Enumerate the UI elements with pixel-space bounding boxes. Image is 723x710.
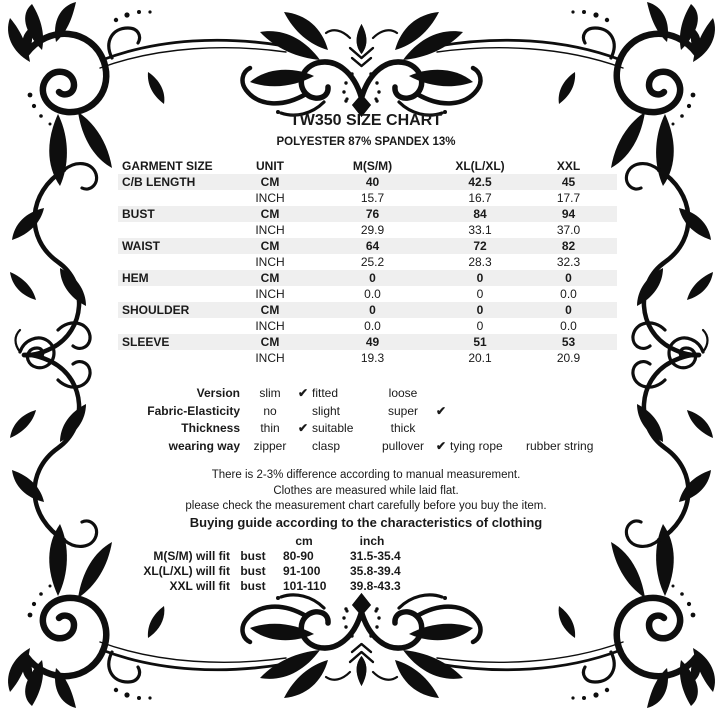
body-part: bust [240,549,266,563]
buying-guide-row [90,579,412,594]
value-xl: 28.3 [468,255,492,269]
value-xxl: 0 [565,271,572,285]
value-msm: 29.9 [360,223,385,237]
buying-guide-row [90,564,412,579]
attribute-option: suitable [312,421,354,435]
measurement-label: HEM [122,271,149,285]
col-header-garment-size: GARMENT SIZE [122,158,213,173]
value-msm: 64 [365,239,380,253]
value-msm: 19.3 [360,351,385,365]
col-header-msm: M(S/M) [352,158,393,173]
value-xxl: 0.0 [560,287,577,301]
buying-guide-rows [90,549,412,594]
unit-cell: CM [260,271,280,285]
unit-cell: INCH [255,255,285,269]
measurement-label: C/B LENGTH [122,175,196,189]
unit-cell: INCH [255,191,285,205]
note-line: please check the measurement chart carefully before you buy the item. [185,500,547,512]
value-xl: 84 [473,207,487,221]
size-table-row [118,238,617,254]
page-title: TW350 SIZE CHART [289,112,442,129]
value-xxl: 0 [565,303,572,317]
attribute-option: zipper [253,438,287,453]
size-table-header-row [118,157,617,174]
fit-label: XXL will fit [169,579,230,593]
fit-label: M(S/M) will fit [153,549,230,563]
cm-range: 80-90 [283,549,314,563]
check-icon: ✔ [297,421,309,435]
measurement-label [118,190,235,206]
value-xl: 0 [476,287,484,301]
unit-cell: CM [260,239,280,253]
attribute-option: pullover [381,438,425,453]
size-table-row [118,350,617,366]
buying-guide-table [90,534,412,594]
note-line: Clothes are measured while laid flat. [273,484,459,497]
size-table-row [118,318,617,334]
unit-cell: INCH [255,223,285,237]
buying-guide-header-row [90,534,412,549]
value-xl: 16.7 [468,191,492,205]
size-table-row [118,174,617,190]
fit-label: XL(L/XL) will fit [143,564,230,578]
measurement-label [118,286,235,302]
attribute-option: fitted [312,386,339,400]
measurement-label [118,222,235,238]
measurement-label: BUST [122,207,155,221]
unit-cell: CM [260,303,280,317]
value-msm: 0.0 [364,319,381,333]
note-line: There is 2-3% difference according to manual measurement. [211,469,521,481]
spacer [230,534,276,549]
attributes-section [100,385,593,455]
value-msm: 25.2 [360,255,385,269]
unit-cell: CM [260,175,280,189]
measurement-label: SLEEVE [122,335,170,349]
value-msm: 40 [365,175,380,189]
measurement-notes [9,468,723,515]
attribute-option: slight [312,403,341,418]
unit-cell: INCH [255,351,285,365]
value-msm: 0.0 [364,287,381,301]
value-xxl: 17.7 [556,191,581,205]
body-part: bust [240,564,266,578]
check-icon: ✔ [435,438,447,453]
attribute-option: slim [259,386,281,400]
unit-cell: CM [260,207,280,221]
measurement-label [118,318,235,334]
col-header-xl: XL(L/XL) [455,158,505,173]
body-part: bust [240,579,266,593]
col-header-inch: inch [359,534,385,548]
attribute-row [100,385,593,403]
attribute-label: wearing way [168,438,240,453]
value-xl: 42.5 [468,175,492,189]
value-xxl: 94 [561,207,576,221]
attribute-option: super [387,403,419,418]
value-msm: 49 [365,335,380,349]
attribute-option: tying rope [450,438,503,453]
cm-range: 101-110 [283,579,327,593]
buying-guide-row [90,549,412,564]
col-header-cm: cm [295,534,313,548]
size-table-row [118,334,617,350]
value-xl: 0 [476,303,484,317]
chart-content [9,0,723,710]
value-msm: 15.7 [360,191,385,205]
buying-guide-heading: Buying guide according to the characteristics of clothing [189,515,543,530]
value-xxl: 20.9 [556,351,581,365]
attribute-label: Fabric-Elasticity [147,403,240,418]
size-table-row [118,286,617,302]
value-xxl: 53 [561,335,576,349]
value-xxl: 32.3 [556,255,581,269]
inch-range: 39.8-43.3 [350,579,401,593]
unit-cell: INCH [255,319,285,333]
measurement-label: SHOULDER [122,303,190,317]
attribute-option: rubber string [526,438,594,453]
size-table-row [118,222,617,238]
value-xl: 0 [476,271,484,285]
value-xl: 20.1 [468,351,492,365]
attribute-option: thick [390,421,416,435]
unit-cell: INCH [255,287,285,301]
col-header-unit: UNIT [256,158,284,173]
measurement-label [118,254,235,270]
size-table-row [118,302,617,318]
fabric-composition: POLYESTER 87% SPANDEX 13% [276,136,456,148]
inch-range: 31.5-35.4 [350,549,401,563]
attribute-label: Version [196,386,240,400]
value-msm: 0 [369,303,376,317]
value-xl: 33.1 [468,223,492,237]
check-icon: ✔ [297,386,309,400]
value-xxl: 0.0 [560,319,577,333]
value-xl: 51 [473,335,487,349]
value-msm: 0 [369,271,376,285]
size-table [118,157,617,366]
attribute-row [100,420,593,438]
attribute-option: thin [260,421,280,435]
unit-cell: CM [260,335,280,349]
attribute-option: clasp [312,438,341,453]
attribute-option: no [263,403,277,418]
attribute-row [100,403,593,421]
inch-range: 35.8-39.4 [350,564,401,578]
col-header-xxl: XXL [556,158,581,173]
measurement-label [118,350,235,366]
value-xxl: 82 [561,239,576,253]
cm-range: 91-100 [283,564,321,578]
value-xl: 72 [473,239,487,253]
attribute-option: loose [388,386,418,400]
value-xl: 0 [476,319,484,333]
size-table-row [118,254,617,270]
size-table-row [118,270,617,286]
spacer [90,534,230,549]
attribute-label: Thickness [181,421,240,435]
value-msm: 76 [365,207,380,221]
attribute-row [100,438,593,456]
value-xxl: 45 [561,175,576,189]
size-table-row [118,206,617,222]
size-table-row [118,190,617,206]
check-icon: ✔ [435,403,447,418]
value-xxl: 37.0 [556,223,581,237]
measurement-label: WAIST [122,239,160,253]
